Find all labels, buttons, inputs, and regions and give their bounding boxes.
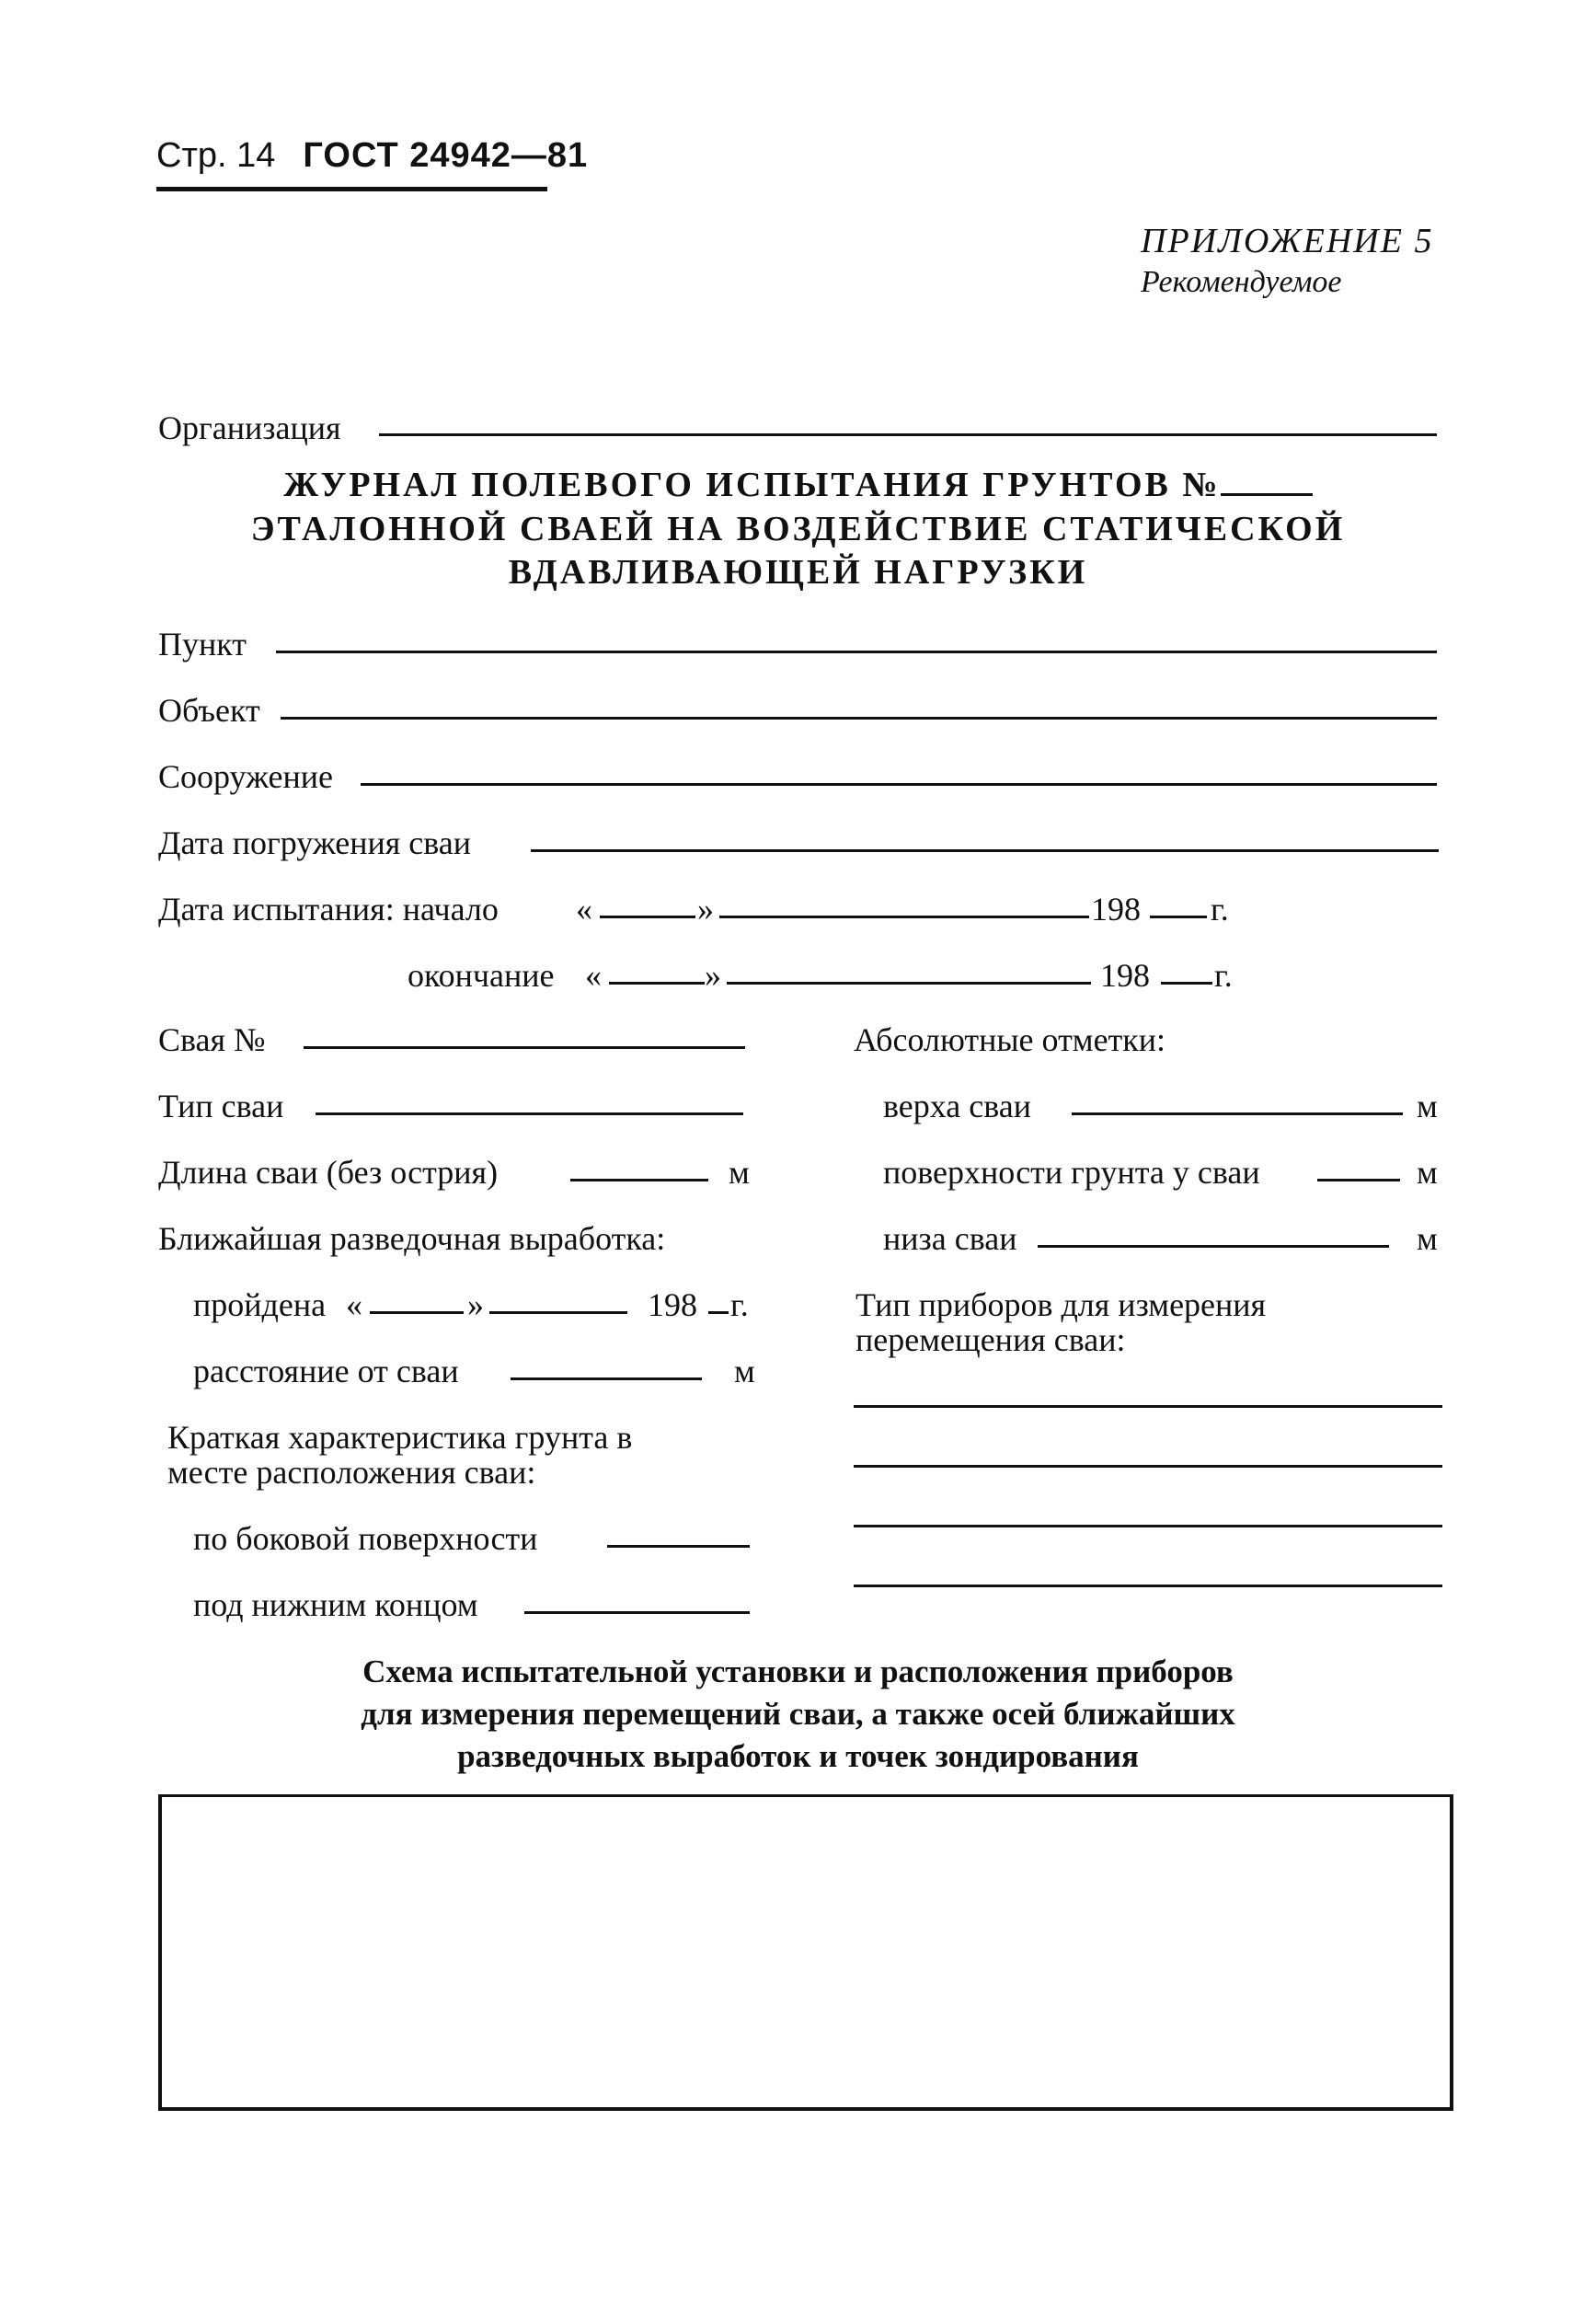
pile-top-field[interactable] <box>1072 1112 1403 1115</box>
nearest-excavation-label: Ближайшая разведочная выработка: <box>158 1220 666 1257</box>
start-quote-close: » <box>697 891 714 928</box>
start-month-field[interactable] <box>719 916 1089 918</box>
end-year-prefix: 198 <box>1100 957 1150 994</box>
pile-length-unit: м <box>729 1154 750 1191</box>
instruments-line1: Тип приборов для измерения <box>855 1286 1267 1323</box>
side-surface-label: по боковой поверхности <box>193 1520 538 1557</box>
structure-label: Сооружение <box>158 758 333 795</box>
page-number: Стр. 14 <box>156 136 276 175</box>
end-day-field[interactable] <box>609 982 705 985</box>
pile-bottom-unit: м <box>1417 1220 1438 1257</box>
pile-number-field[interactable] <box>304 1046 745 1049</box>
page-header <box>156 136 588 176</box>
organization-field[interactable] <box>379 433 1437 436</box>
organization-label: Организация <box>158 409 341 446</box>
header-rule <box>156 187 547 191</box>
driving-date-label: Дата погружения сваи <box>158 824 472 861</box>
journal-title-line1: ЖУРНАЛ ПОЛЕВОГО ИСПЫТАНИЯ ГРУНТОВ № <box>0 465 1596 505</box>
journal-number-field[interactable] <box>1221 466 1313 496</box>
scheme-heading-line2: для измерения перемещений сваи, а также осей ближайших <box>361 1696 1235 1732</box>
end-month-field[interactable] <box>727 982 1091 985</box>
object-label: Объект <box>158 692 260 729</box>
scheme-frame-right <box>1450 1794 1453 2111</box>
passed-quote-open: « <box>346 1286 362 1323</box>
end-quote-open: « <box>585 957 602 994</box>
passed-label: пройдена <box>193 1286 327 1323</box>
pile-type-field[interactable] <box>316 1112 743 1115</box>
end-year-suffix: г. <box>1214 957 1233 994</box>
scheme-frame-bottom <box>158 2107 1453 2111</box>
point-field[interactable] <box>276 651 1437 653</box>
lower-end-label: под нижним концом <box>193 1586 478 1623</box>
pile-top-label: верха сваи <box>883 1088 1032 1124</box>
start-year-suffix: г. <box>1211 891 1229 928</box>
passed-day-field[interactable] <box>370 1311 464 1314</box>
end-year-field[interactable] <box>1161 982 1212 985</box>
distance-field[interactable] <box>511 1377 702 1380</box>
soil-char-line1: Краткая характеристика грунта в <box>167 1419 633 1456</box>
instruments-field-2[interactable] <box>854 1465 1442 1468</box>
pile-bottom-field[interactable] <box>1038 1245 1389 1248</box>
test-date-end-label: окончание <box>408 957 555 994</box>
soil-char-line2: месте расположения сваи: <box>167 1454 536 1491</box>
structure-field[interactable] <box>361 783 1437 786</box>
start-year-field[interactable] <box>1150 916 1207 918</box>
distance-label: расстояние от сваи <box>193 1353 459 1389</box>
appendix-title: ПРИЛОЖЕНИЕ 5 <box>1141 222 1434 260</box>
instruments-line2: перемещения сваи: <box>855 1321 1126 1358</box>
pile-length-field[interactable] <box>570 1179 708 1181</box>
end-quote-close: » <box>705 957 721 994</box>
ground-surface-label: поверхности грунта у сваи <box>883 1154 1260 1191</box>
scheme-heading-line1: Схема испытательной установки и расположения приборов <box>362 1654 1234 1689</box>
scheme-heading-line3: разведочных выработок и точек зондирования <box>457 1738 1139 1774</box>
pile-type-label: Тип сваи <box>158 1088 284 1124</box>
ground-surface-field[interactable] <box>1317 1179 1400 1181</box>
passed-month-field[interactable] <box>489 1311 627 1314</box>
distance-unit: м <box>734 1353 755 1389</box>
start-day-field[interactable] <box>600 916 695 918</box>
instruments-field-4[interactable] <box>854 1585 1442 1587</box>
journal-title-line2: ЭТАЛОННОЙ СВАЕЙ НА ВОЗДЕЙСТВИЕ СТАТИЧЕСКОЙ <box>250 510 1346 548</box>
driving-date-field[interactable] <box>531 849 1439 852</box>
object-field[interactable] <box>281 717 1437 720</box>
pile-length-label: Длина сваи (без острия) <box>158 1154 499 1191</box>
pile-bottom-label: низа сваи <box>883 1220 1017 1257</box>
pile-number-label: Свая № <box>158 1021 266 1058</box>
point-label: Пункт <box>158 626 247 663</box>
passed-quote-close: » <box>467 1286 484 1323</box>
instruments-field-1[interactable] <box>854 1405 1442 1408</box>
ground-surface-unit: м <box>1417 1154 1438 1191</box>
gost-number: ГОСТ 24942—81 <box>303 136 589 175</box>
side-surface-field[interactable] <box>607 1545 750 1548</box>
journal-title-line3: ВДАВЛИВАЮЩЕЙ НАГРУЗКИ <box>508 553 1088 592</box>
pile-top-unit: м <box>1417 1088 1438 1124</box>
appendix-status: Рекомендуемое <box>1141 265 1342 299</box>
start-year-prefix: 198 <box>1091 891 1141 928</box>
passed-year-suffix: г. <box>730 1286 749 1323</box>
instruments-field-3[interactable] <box>854 1525 1442 1527</box>
passed-year-prefix: 198 <box>648 1286 697 1323</box>
test-date-start-label: Дата испытания: начало <box>158 891 499 928</box>
scheme-drawing-area[interactable] <box>162 1797 1450 2107</box>
passed-year-field[interactable] <box>708 1311 729 1314</box>
abs-marks-label: Абсолютные отметки: <box>854 1021 1166 1058</box>
start-quote-open: « <box>576 891 592 928</box>
lower-end-field[interactable] <box>524 1611 750 1614</box>
